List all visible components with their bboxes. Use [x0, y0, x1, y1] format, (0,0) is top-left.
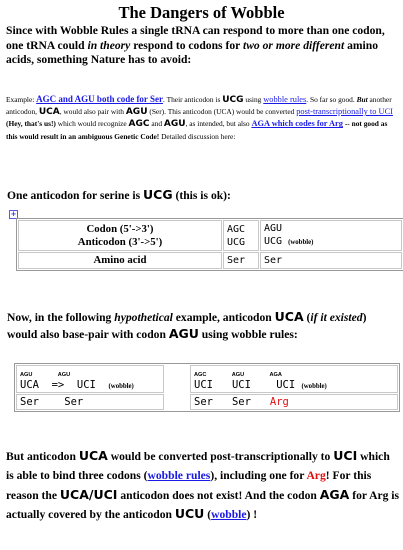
- anticodon-value: UCA => UCI: [20, 379, 96, 391]
- intro-text: Since with Wobble Rules a single tRNA can respond to more than one codon, one tRNA could: [6, 24, 385, 52]
- wobble-note: (wobble): [288, 239, 314, 246]
- amino-acid-value: Ser: [64, 396, 84, 408]
- codon-cell: [223, 220, 259, 251]
- closing-text: ), including one for: [210, 468, 307, 482]
- section-text: ) would also base-pair with codon: [7, 311, 367, 341]
- example-text: using: [243, 95, 264, 104]
- table-row: [18, 220, 402, 251]
- amino-acid-value: Ser: [260, 252, 402, 269]
- closing-paragraph: [6, 447, 400, 525]
- codon-value: AGA: [269, 372, 282, 378]
- closing-text: But anticodon: [6, 450, 79, 463]
- left-codon-cell: [16, 365, 164, 393]
- example-text: which would recognize: [55, 119, 129, 129]
- anticodon-value: UCG: [264, 236, 283, 247]
- closing-text: ! For this reason the: [6, 468, 372, 502]
- codon-value: AGU: [264, 223, 283, 234]
- codon-text: UCA: [78, 448, 108, 463]
- codon-text: AGA: [319, 486, 350, 502]
- wobble-note: (wobble): [301, 383, 327, 390]
- example-text: . So far so good.: [306, 95, 357, 104]
- codon-text: AGU: [168, 326, 199, 341]
- right-aa-cell: [190, 394, 398, 410]
- amino-acid-value: Ser: [223, 252, 259, 269]
- codon-text: AGU: [125, 107, 148, 118]
- anticodon-value: UCI: [231, 379, 251, 391]
- anticodon-value: UCI: [276, 379, 296, 391]
- example-emphasis: -- not good as this would result in an ambiguous Genetic Code!: [6, 119, 388, 141]
- link-wobble-rules-2[interactable]: wobble rules: [147, 468, 211, 482]
- section-text: (this is ok):: [172, 189, 231, 202]
- codon-value: AGC: [194, 372, 207, 378]
- closing-text: ) !: [246, 508, 258, 522]
- example-paragraph: [6, 94, 400, 142]
- closing-text: (: [204, 508, 212, 522]
- codon-text: UCA/UCI: [59, 486, 118, 502]
- intro-emphasis: in theory: [87, 38, 131, 52]
- anticodon-value: UCI: [194, 379, 213, 391]
- example-text: , would also pair with: [59, 107, 126, 117]
- wobble-note: (wobble): [108, 383, 134, 390]
- example-text: Detailed discussion here:: [159, 131, 236, 141]
- anticodon-row-label: Anticodon (3'->5'): [77, 235, 163, 248]
- table-row: [18, 252, 402, 269]
- codon-row-label: Codon (5'->3'): [86, 222, 154, 235]
- amino-acid-value: Ser: [20, 396, 39, 408]
- codon-text: UCI: [333, 448, 358, 463]
- codon-text: AGC: [128, 119, 150, 130]
- row-labels-cell: [18, 220, 222, 251]
- arg-text: Arg: [306, 468, 326, 482]
- link-aga-arg[interactable]: AGA which codes for Arg: [251, 119, 343, 129]
- section1-title: [7, 187, 231, 202]
- section-text: (: [303, 311, 311, 324]
- intro-text: respond to codons for: [130, 38, 243, 52]
- example-text: . Their anticodon is: [163, 95, 223, 104]
- closing-text: for Arg is actually covered by the anticodon: [6, 488, 400, 522]
- amino-acid-value: Ser: [194, 396, 213, 408]
- intro-paragraph: [6, 24, 400, 68]
- page-title: The Dangers of Wobble: [118, 3, 285, 22]
- link-post-transcriptionally[interactable]: post-transcriptionally to UCI: [296, 107, 393, 117]
- section-text: example, anticodon: [172, 311, 275, 324]
- section-text: using wobble rules:: [198, 328, 298, 341]
- link-wobble-rules[interactable]: wobble rules: [263, 95, 307, 104]
- example-text: , as intended, but also: [185, 119, 252, 129]
- intro-emphasis: two or more different: [242, 38, 345, 52]
- codon-value: AGC: [227, 223, 246, 235]
- amino-acid-value: Ser: [231, 396, 251, 408]
- spacer-cell: [165, 394, 189, 410]
- amino-acid-value-arg: Arg: [269, 396, 289, 408]
- codon-value: AGU: [20, 372, 33, 378]
- intro-text: amino acids, something Nature has to avoid:: [6, 38, 379, 67]
- codon-value: AGU: [57, 372, 71, 378]
- section2-paragraph: [7, 309, 399, 343]
- codon-text: AGU: [163, 119, 186, 130]
- section-text: Now, in the following: [7, 311, 115, 324]
- example-text: another anticodon,: [6, 95, 392, 117]
- link-wobble[interactable]: wobble: [211, 508, 247, 522]
- serine-anticodon-table: [16, 218, 403, 271]
- section-emphasis: if it existed: [310, 311, 363, 324]
- right-codon-cell: [190, 365, 398, 393]
- codon-text: UCG: [143, 187, 173, 202]
- section-emphasis: hypothetical: [114, 311, 173, 324]
- expand-plus-icon[interactable]: +: [10, 210, 17, 218]
- closing-text: would be converted post-transcriptionally to: [107, 450, 334, 463]
- example-emphasis: (Hey, that's us!): [6, 119, 56, 129]
- amino-acid-label: Amino acid: [18, 252, 222, 269]
- example-emphasis: But: [356, 95, 368, 104]
- example-text: and: [149, 119, 164, 129]
- anticodon-value: UCG: [227, 236, 246, 248]
- codon-text: UCG: [222, 95, 244, 105]
- table-row: [16, 365, 398, 393]
- link-agc-agu-ser[interactable]: AGC and AGU both code for Ser: [36, 94, 164, 104]
- codon-cell: [260, 220, 402, 251]
- codon-text: UCA: [274, 309, 304, 324]
- example-text: (Ser). This anticodon (UCA) would be converted: [147, 107, 297, 117]
- section-text: One anticodon for serine is: [7, 189, 144, 202]
- codon-text: UCA: [38, 107, 60, 118]
- left-aa-cell: [16, 394, 164, 410]
- spacer-cell: [165, 365, 189, 393]
- codon-text: UCU: [174, 506, 205, 522]
- codon-value: AGU: [231, 372, 245, 378]
- example-label: Example:: [6, 95, 37, 104]
- hypothetical-table: [14, 363, 400, 412]
- closing-text: anticodon does not exist! And the codon: [117, 488, 320, 502]
- closing-text: which is able to bind three codons (: [6, 450, 390, 482]
- table-row: [16, 394, 398, 410]
